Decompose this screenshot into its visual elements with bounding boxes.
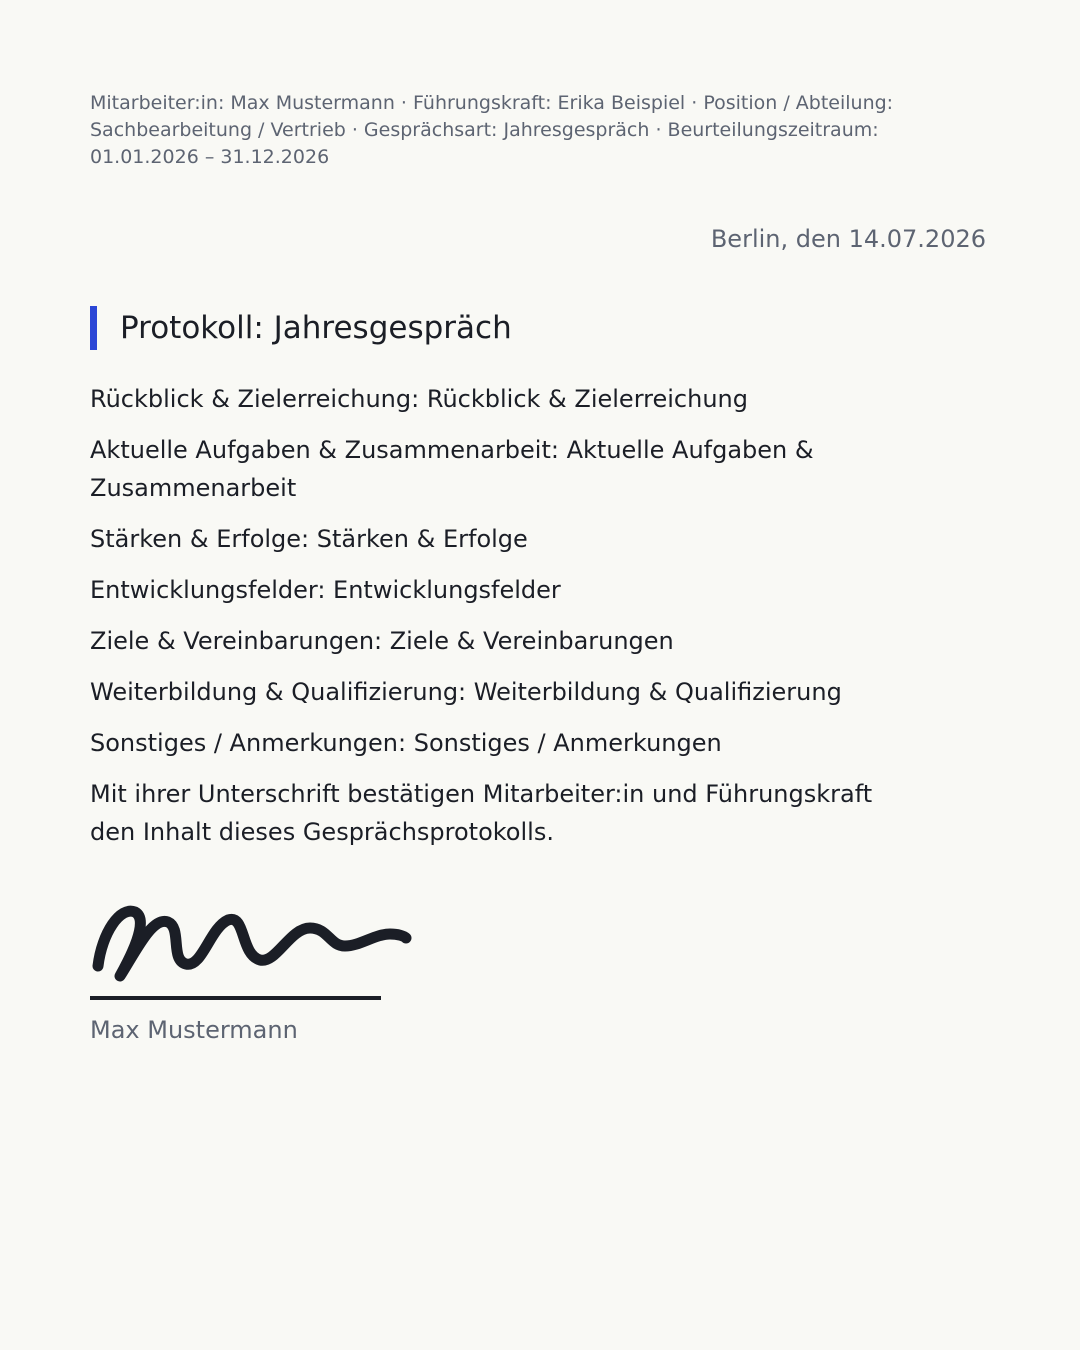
title-accent-bar <box>90 306 97 350</box>
section-item: Stärken & Erfolge: Stärken & Erfolge <box>90 525 528 553</box>
protocol-page <box>90 0 986 1350</box>
page-title: Protokoll: Jahresgespräch <box>120 310 512 346</box>
confirmation-text: Mit ihrer Unterschrift bestätigen Mitarbeiter:in und Führungskraft den Inhalt dieses Gesprächsprotokolls. <box>90 780 873 846</box>
meta-info: Mitarbeiter:in: Max Mustermann · Führungskraft: Erika Beispiel · Position / Abteilung: Sachbearbeitung / Vertrieb · Gesprächsart: Jahresgespräch · Beurteilungszeitraum: 01.01.2026 – 31.12.2026 <box>90 92 894 168</box>
signature-line <box>90 996 381 1000</box>
section-item: Aktuelle Aufgaben & Zusammenarbeit: Aktuelle Aufgaben & Zusammenarbeit <box>90 436 814 502</box>
section-item: Entwicklungsfelder: Entwicklungsfelder <box>90 576 561 604</box>
section-item: Weiterbildung & Qualifizierung: Weiterbildung & Qualifizierung <box>90 678 842 706</box>
section-item: Sonstiges / Anmerkungen: Sonstiges / Anmerkungen <box>90 729 722 757</box>
signature-drawing-icon <box>90 898 420 988</box>
section-item: Rückblick & Zielerreichung: Rückblick & Zielerreichung <box>90 385 748 413</box>
section-list <box>90 380 910 775</box>
place-date: Berlin, den 14.07.2026 <box>710 225 986 253</box>
title-block <box>90 306 512 350</box>
signature-scribble <box>90 898 420 988</box>
signature-name: Max Mustermann <box>90 1016 298 1044</box>
section-item: Ziele & Vereinbarungen: Ziele & Vereinbarungen <box>90 627 674 655</box>
